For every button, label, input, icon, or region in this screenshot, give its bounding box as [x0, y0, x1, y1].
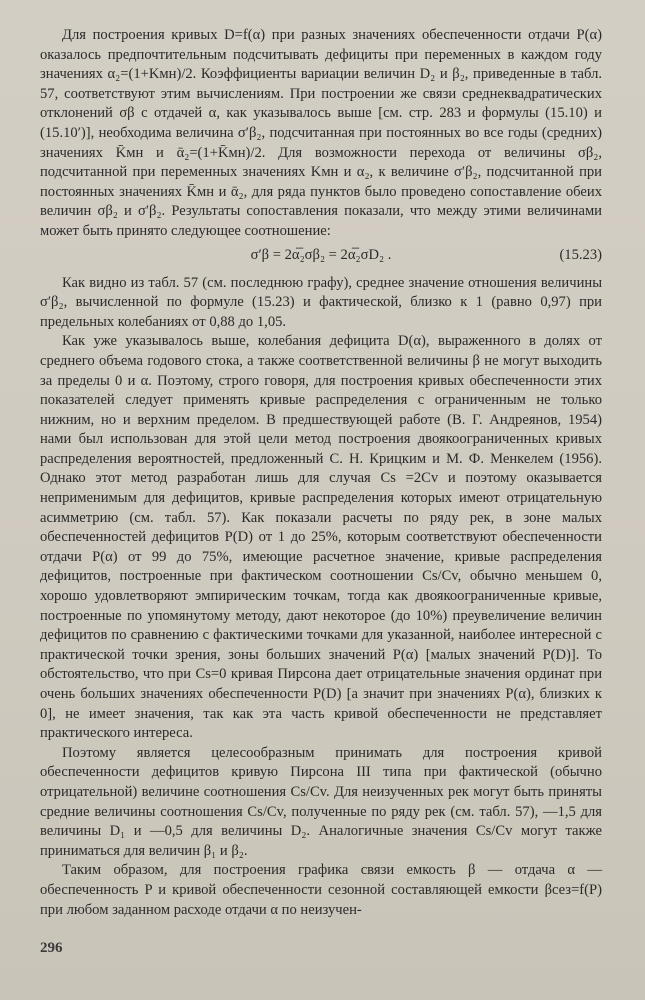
paragraph-2: Как видно из табл. 57 (см. последнюю графу), среднее значение отношения величины σ′β₂, вычисленной по формуле (15.23) и фактической, близко к 1 (равно 0,97) при предельных колебаниях от 0,88 до 1,05. [40, 274, 602, 330]
formula-number: (15.23) [559, 246, 602, 263]
paragraph-4: Поэтому является целесообразным принимать для построения кривой обеспеченности дефицитов кривую Пирсона III типа при фактической (обычно отрицательной) величине соотношения Cs/Cv. Для неизученных рек могут быть приняты средние величины соотношения Cs/Cv, полученные по ряду рек (см. табл. 57), —1,5 для величины D₁ и —0,5 для величины D₂. Аналогичные значения Cs/Cv могут также приниматься для величин β₁ и β₂. [40, 744, 602, 859]
formula-expression: σ′β = 2α̅₂σβ₂ = 2α̅₂σD₂ . [250, 246, 392, 263]
paragraph-5: Таким образом, для построения графика связи емкость β — отдача α — обеспеченность P и кривой обеспеченности сезонной составляющей емкости βсез=f(P) при любом заданном расходе отдачи α по неизучен- [40, 862, 602, 918]
formula-15-23 [40, 246, 602, 268]
page-number: 296 [40, 940, 63, 956]
paragraph-3: Как уже указывалось выше, колебания дефицита D(α), выраженного в долях от среднего объема годового стока, а также соответственной величины β не могут выходить за пределы 0 и α. Поэтому, строго говоря, для построения кривых обеспеченности этих показателей следует применять кривые распределения с ограниченным не только нижним, но и верхним пределом. В предшествующей работе (В. Г. Андреянов, 1954) нами был использован для этой цели метод построения двоякоограниченных кривых распределения вероятностей, предложенный С. Н. Крицким и М. Ф. Менкелем (1956). Однако этот метод разработан лишь для случая Cs =2Cv и поэтому оказывается неприменимым для дефицитов, кривые распределения которых имеют отрицательную асимметрию (см. табл. 57). Как показали расчеты по ряду рек, в зоне малых обеспеченностей дефицитов P(D) от 1 до 25%, которым соответствуют обеспеченности отдачи P(α) от 99 до 75%, имеющие расчетное значение, кривые распределения дефицитов, построенные при фактическом соотношении Cs/Cv, обычно меньшем 0, хорошо удовлетворяют эмпирическим точкам, тогда как двоякоограниченные кривые, построенные по упомянутому методу, дают некоторое (до 10%) преувеличение величин дефицитов по сравнению с фактическими точками для указанной, наиболее интересной с практической точки зрения, зоны больших значений P(α) [малых значений P(D)]. То обстоятельство, что при Cs=0 кривая Пирсона дает отрицательные значения ординат при очень больших значениях обеспеченности P(D) [а значит при значениях P(α), близких к 0], не имеет значения, так как эта часть кривой обеспеченности не представляет практического интереса. [40, 333, 602, 742]
page-body [40, 26, 602, 920]
paragraph-1: Для построения кривых D=f(α) при разных значениях обеспеченности отдачи P(α) оказалось предпочтительным подсчитывать дефициты при переменных в каждом году значениях α₂=(1+Kмн)/2. Коэффициенты вариации величин D₂ и β₂, приведенные в табл. 57, соответствуют этим вычислениям. При построении же связи среднеквадратических отклонений σβ с отдачей α, как указывалось выше [см. стр. 283 и формулы (15.10) и (15.10′)], необходима величина σ′β₂, подсчитанная при постоянных во все годы (средних) значениях K̄мн и ᾱ₂=(1+K̄мн)/2. Для возможности перехода от величины σβ₂, подсчитанной при переменных значениях Kмн и α₂, к величине σ′β₂, подсчитанной при постоянных значениях K̄мн и ᾱ₂, для ряда пунктов было проведено сопоставление обеих величин σβ₂ и σ′β₂. Результаты сопоставления показали, что между этими величинами может быть принято следующее соотношение: [40, 27, 602, 239]
